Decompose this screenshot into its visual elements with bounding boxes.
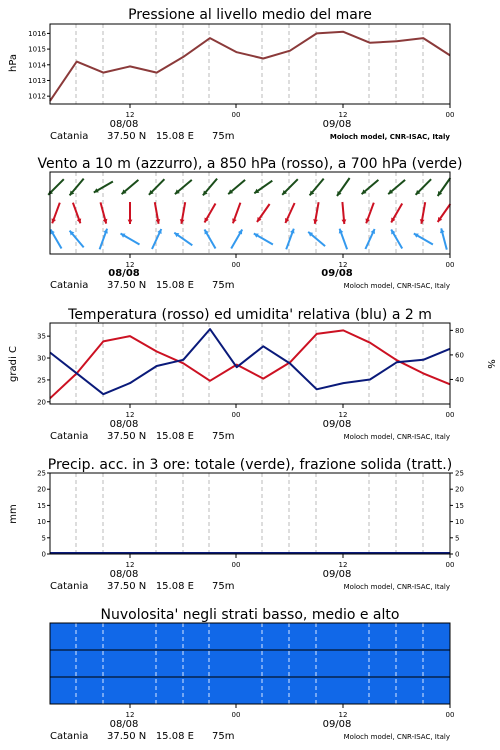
temperature-humidity-series <box>50 329 450 398</box>
wind-location-elevation: 75m <box>212 280 235 291</box>
wind-panel <box>37 156 462 291</box>
humidity-ylabel: % <box>485 359 496 369</box>
temperature-x-tick-label: 12 <box>125 411 135 419</box>
cloud-footer <box>50 719 450 742</box>
wind-model-credit: Moloch model, CNR-ISAC, Italy <box>343 282 450 290</box>
wind-x-ticks <box>126 254 455 269</box>
y-tick-label: 40 <box>455 375 464 384</box>
humidity-y-ticks <box>450 327 464 384</box>
pressure-panel <box>8 7 454 142</box>
y-tick-label: 5 <box>41 534 46 543</box>
pressure-x-tick-label: 00 <box>231 111 241 119</box>
temperature-y-ticks <box>37 333 50 407</box>
precipitation-date-label-2: 09/08 <box>322 569 352 580</box>
pressure-date-label-2: 09/08 <box>322 119 352 130</box>
temperature-x-tick-label: 00 <box>231 411 241 419</box>
cloud-x-tick-label: 00 <box>231 711 241 719</box>
wind-footer <box>50 268 450 291</box>
wind-date-label-2: 09/08 <box>321 268 353 279</box>
y-tick-label: 25 <box>37 469 46 478</box>
temperature-title: Temperatura (rosso) ed umidita' relativa (blu) a 2 m <box>68 307 432 323</box>
y-tick-label: 1016 <box>28 29 46 38</box>
cloud-x-tick-label: 00 <box>445 711 455 719</box>
pressure-series <box>50 32 450 101</box>
cloud-location-name: Catania <box>50 731 89 742</box>
wind-x-tick-label: 00 <box>445 261 455 269</box>
temperature-location-coords: 37.50 N 15.08 E <box>107 431 194 442</box>
temperature-panel <box>8 307 496 442</box>
temperature-location-name: Catania <box>50 431 89 442</box>
pressure-location-coords: 37.50 N 15.08 E <box>107 131 194 142</box>
precipitation-model-credit: Moloch model, CNR-ISAC, Italy <box>343 583 450 591</box>
cloud-layer-basso <box>50 677 450 704</box>
cloud-panel <box>50 607 454 742</box>
wind-arrows <box>48 178 450 250</box>
temperature-x-ticks <box>126 404 455 419</box>
y-tick-label: 0 <box>455 550 460 559</box>
temperature-location-elevation: 75m <box>212 431 235 442</box>
precipitation-panel <box>8 457 464 592</box>
cloud-layer-alto <box>50 623 450 650</box>
precipitation-footer <box>50 569 450 592</box>
temperature-date-label-2: 09/08 <box>322 419 352 430</box>
y-tick-label: 15 <box>37 501 46 510</box>
pressure-footer <box>50 119 450 142</box>
precipitation-x-tick-label: 00 <box>445 561 455 569</box>
y-tick-label: 1014 <box>28 61 46 70</box>
y-tick-label: 15 <box>455 501 464 510</box>
cloud-location-coords: 37.50 N 15.08 E <box>107 731 194 742</box>
temperature-ylabel: gradi C <box>8 346 19 382</box>
temperature-grid <box>76 323 423 404</box>
pressure-title: Pressione al livello medio del mare <box>128 7 372 23</box>
temperature-x-tick-label: 12 <box>338 411 348 419</box>
wind-location-coords: 37.50 N 15.08 E <box>107 280 194 291</box>
precipitation-x-ticks <box>126 554 455 569</box>
cloud-x-tick-label: 12 <box>125 711 135 719</box>
temperature-date-label-1: 08/08 <box>109 419 139 430</box>
precipitation-location-elevation: 75m <box>212 581 235 592</box>
y-tick-label: 5 <box>455 534 460 543</box>
y-tick-label: 20 <box>455 485 464 494</box>
wind-title: Vento a 10 m (azzurro), a 850 hPa (rosso), a 700 hPa (verde) <box>37 156 463 172</box>
precipitation-x-tick-label: 12 <box>338 561 348 569</box>
pressure-grid <box>76 24 423 104</box>
cloud-x-tick-label: 12 <box>338 711 348 719</box>
pressure-frame <box>50 24 450 104</box>
pressure-ylabel: hPa <box>8 53 19 73</box>
cloud-date-label-2: 09/08 <box>322 719 352 730</box>
cloud-model-credit: Moloch model, CNR-ISAC, Italy <box>343 733 450 741</box>
y-tick-label: 25 <box>455 469 464 478</box>
precipitation-y-ticks-right <box>450 470 464 559</box>
precipitation-date-label-1: 08/08 <box>109 569 139 580</box>
pressure-model-credit: Moloch model, CNR-ISAC, Italy <box>329 133 450 141</box>
temperature-line <box>50 330 450 398</box>
y-tick-label: 30 <box>37 354 46 363</box>
temperature-x-tick-label: 00 <box>445 411 455 419</box>
wind-x-tick-label: 12 <box>338 261 348 269</box>
y-tick-label: 10 <box>455 518 464 527</box>
pressure-x-tick-label: 00 <box>445 111 455 119</box>
wind-x-tick-label: 12 <box>125 261 135 269</box>
y-tick-label: 10 <box>37 518 46 527</box>
temperature-model-credit: Moloch model, CNR-ISAC, Italy <box>343 433 450 441</box>
cloud-x-ticks <box>126 704 455 719</box>
precipitation-x-tick-label: 12 <box>125 561 135 569</box>
wind-x-tick-label: 00 <box>231 261 241 269</box>
temperature-footer <box>50 419 450 442</box>
precipitation-location-name: Catania <box>50 581 89 592</box>
y-tick-label: 80 <box>455 326 464 335</box>
y-tick-label: 0 <box>41 550 46 559</box>
y-tick-label: 35 <box>37 332 46 341</box>
pressure-x-tick-label: 12 <box>338 111 348 119</box>
humidity-line <box>50 329 450 394</box>
pressure-x-tick-label: 12 <box>125 111 135 119</box>
cloud-layer-medio <box>50 650 450 677</box>
precipitation-grid <box>76 473 423 554</box>
pressure-location-elevation: 75m <box>212 131 235 142</box>
pressure-location-name: Catania <box>50 131 89 142</box>
y-tick-label: 1015 <box>28 45 46 54</box>
cloud-location-elevation: 75m <box>212 731 235 742</box>
cloud-title: Nuvolosita' negli strati basso, medio e alto <box>100 607 400 623</box>
cloud-layers <box>50 623 450 704</box>
y-tick-label: 60 <box>455 351 464 360</box>
wind-arrow-head <box>342 219 347 224</box>
y-tick-label: 20 <box>37 485 46 494</box>
cloud-date-label-1: 08/08 <box>109 719 139 730</box>
wind-location-name: Catania <box>50 280 89 291</box>
precipitation-ylabel: mm <box>8 504 19 524</box>
pressure-line <box>50 32 450 101</box>
precipitation-x-tick-label: 00 <box>231 561 241 569</box>
y-tick-label: 1013 <box>28 76 46 85</box>
precipitation-location-coords: 37.50 N 15.08 E <box>107 581 194 592</box>
wind-arrow-head <box>128 220 133 224</box>
precipitation-y-ticks-left <box>37 470 50 559</box>
pressure-x-ticks <box>126 104 455 119</box>
y-tick-label: 20 <box>37 398 46 407</box>
pressure-date-label-1: 08/08 <box>109 119 139 130</box>
y-tick-label: 1012 <box>28 92 46 101</box>
y-tick-label: 25 <box>37 376 46 385</box>
pressure-y-ticks <box>28 30 50 101</box>
precipitation-frame <box>50 473 450 554</box>
precipitation-title: Precip. acc. in 3 ore: totale (verde), frazione solida (tratt.) <box>47 457 453 473</box>
wind-date-label-1: 08/08 <box>108 268 140 279</box>
